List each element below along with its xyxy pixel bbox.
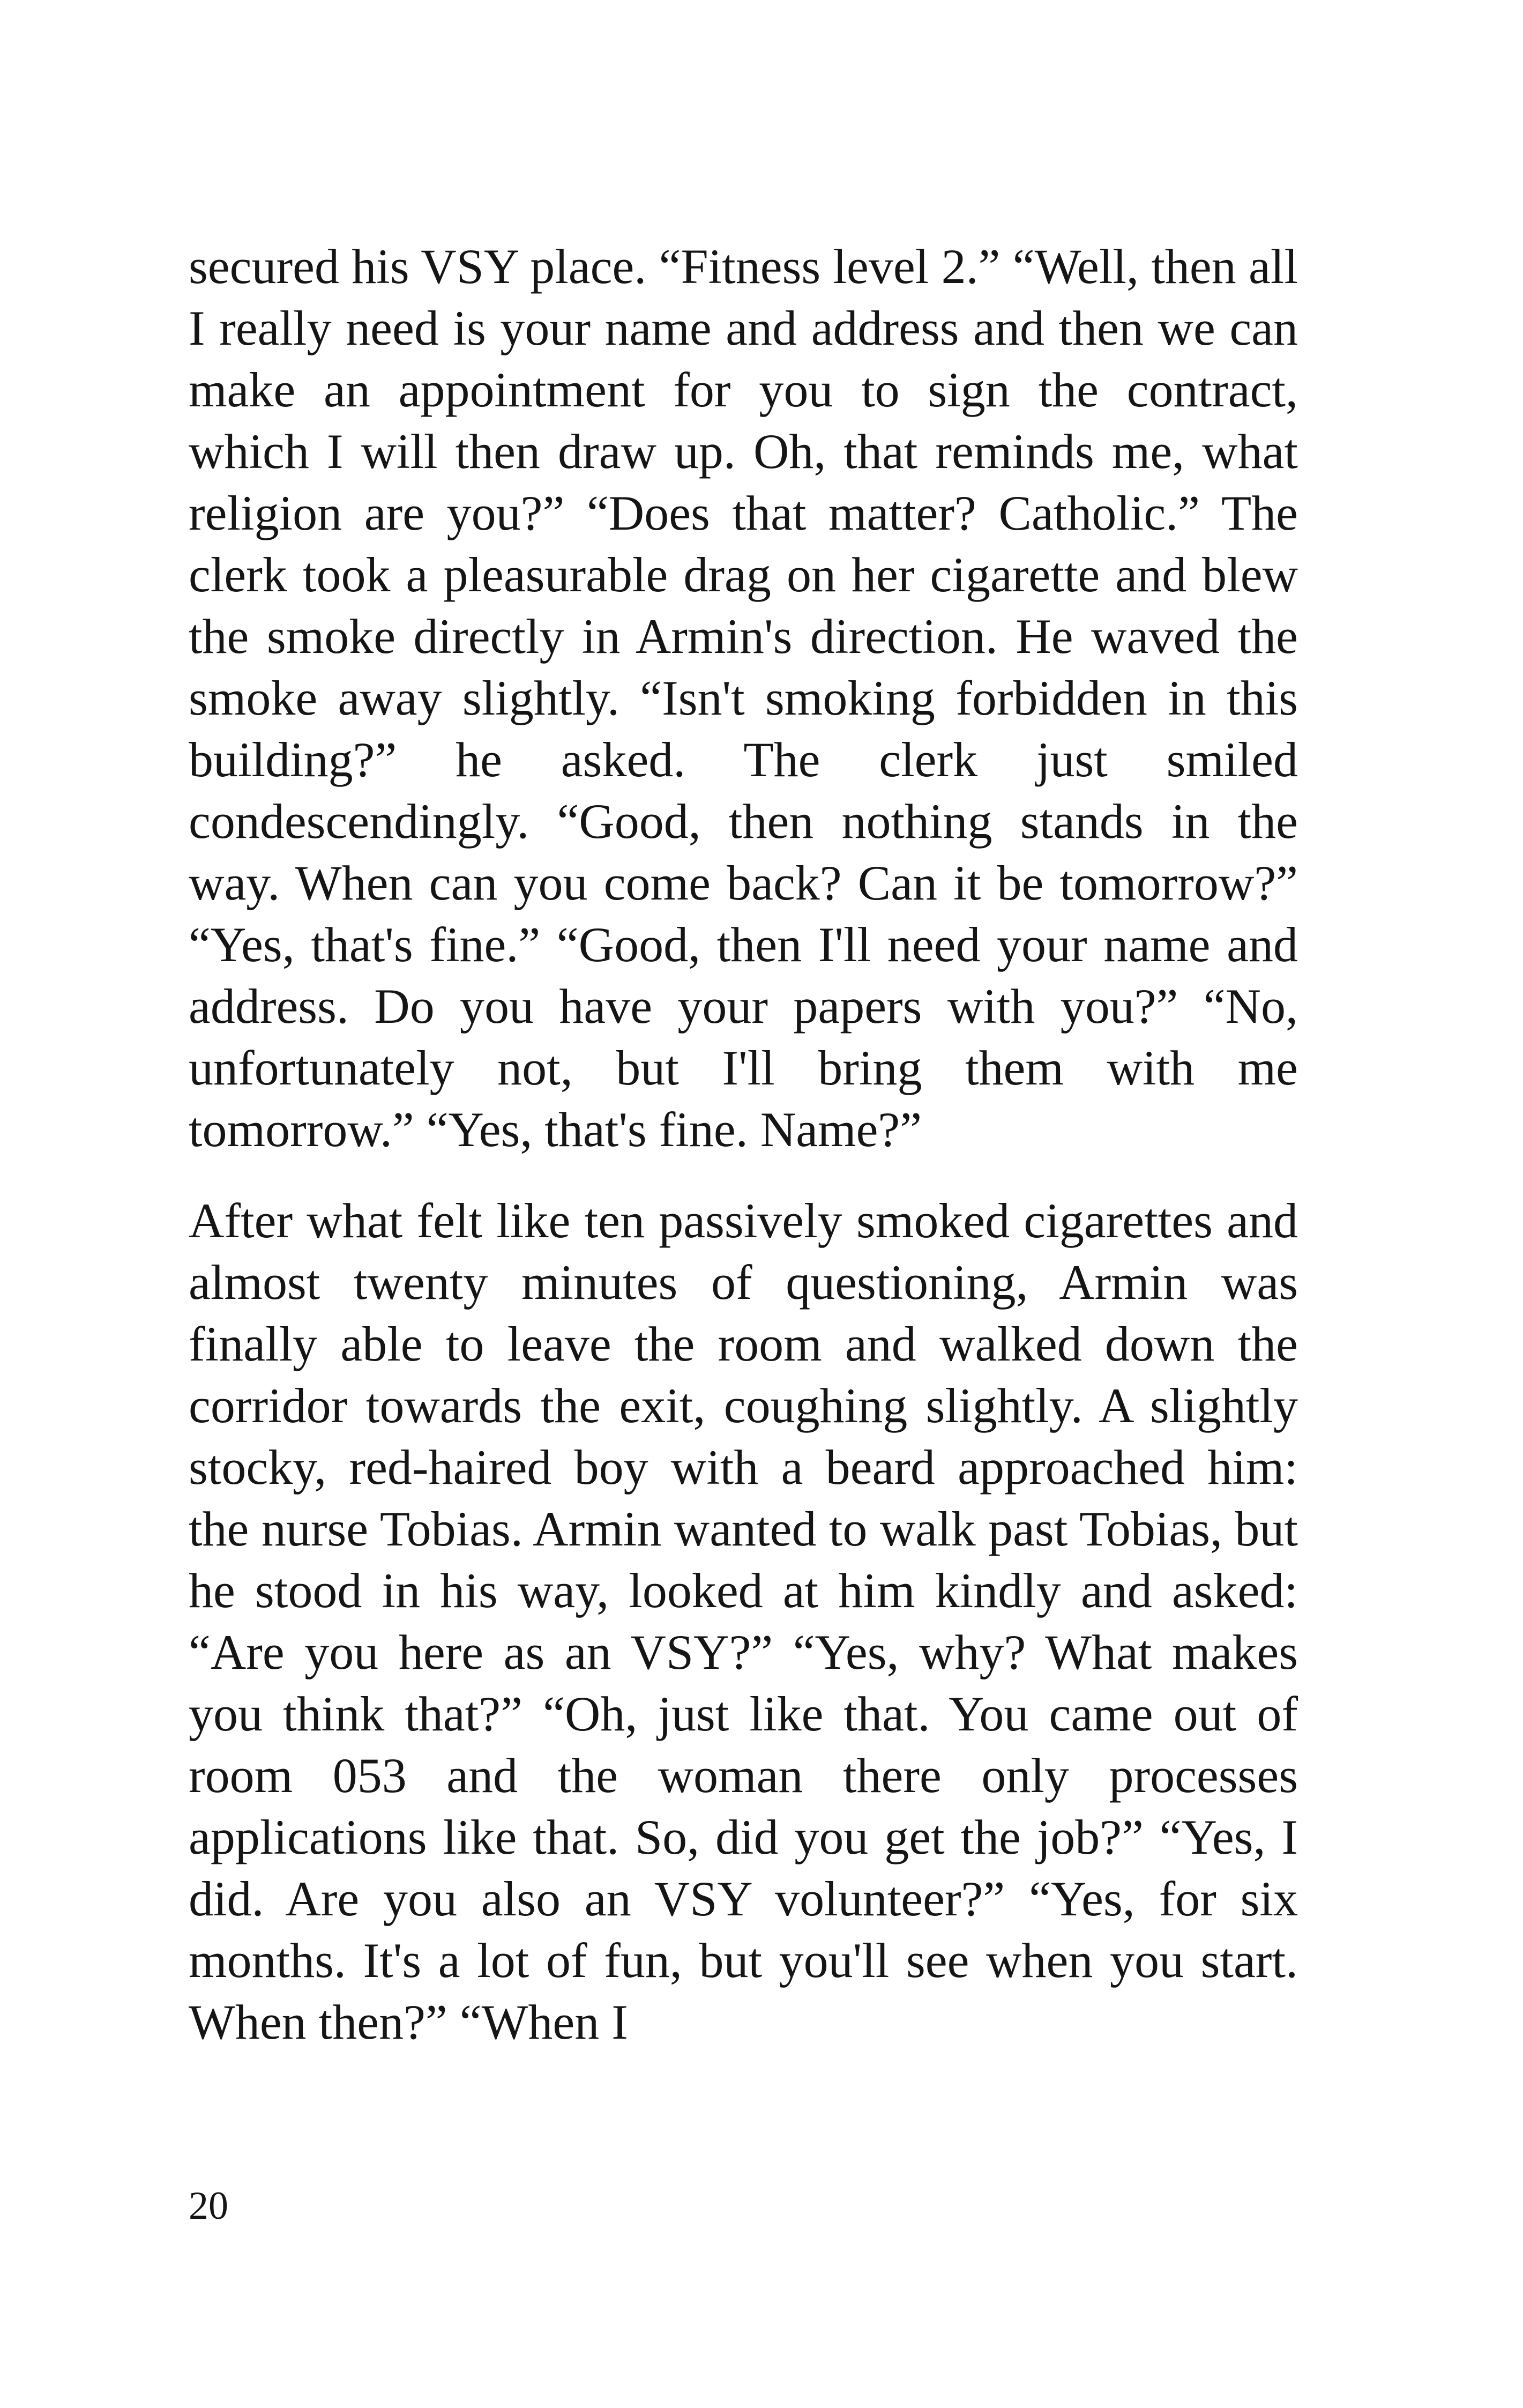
page-number: 20 xyxy=(189,2184,228,2228)
body-text xyxy=(189,236,1298,2053)
paragraph-2: After what felt like ten passively smoked cigarettes and almost twenty minutes of questioning, Armin was finally able to leave the room and walked down the corridor towards the exit, coughing slightly. A slightly stocky, red-haired boy with a beard approached him: the nurse Tobias. Armin wanted to walk past Tobias, but he stood in his way, looked at him kindly and asked: “Are you here as an VSY?” “Yes, why? What makes you think that?” “Oh, just like that. You came out of room 053 and the woman there only processes applications like that. So, did you get the job?” “Yes, I did. Are you also an VSY volunteer?” “Yes, for six months. It's a lot of fun, but you'll see when you start. When then?” “When I xyxy=(189,1193,1298,2049)
paragraph-1: secured his VSY place. “Fitness level 2.” “Well, then all I really need is your name and address and then we can make an appointment for you to sign the contract, which I will then draw up. Oh, that reminds me, what religion are you?” “Does that matter? Catholic.” The clerk took a pleasurable drag on her cigarette and blew the smoke directly in Armin's direction. He waved the smoke away slightly. “Isn't smoking forbidden in this building?” he asked. The clerk just smiled condescendingly. “Good, then nothing stands in the way. When can you come back? Can it be tomorrow?” “Yes, that's fine.” “Good, then I'll need your name and address. Do you have your papers with you?” “No, unfortunately not, but I'll bring them with me tomorrow.” “Yes, that's fine. Name?” xyxy=(189,239,1298,1157)
